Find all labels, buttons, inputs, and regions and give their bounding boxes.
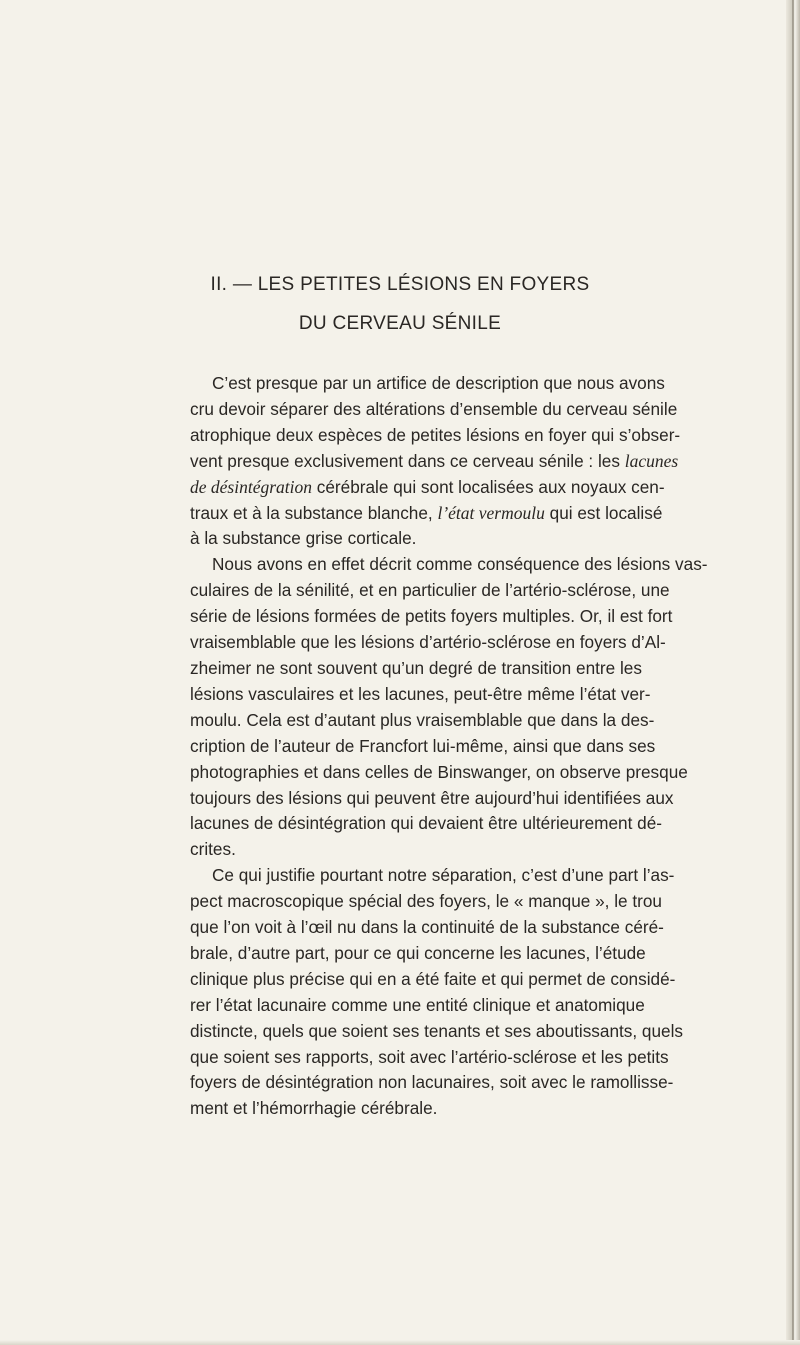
text-line: moulu. Cela est d’autant plus vraisemblable que dans la des- [190, 709, 655, 730]
text-line: crites. [190, 839, 236, 860]
text-line: cru devoir séparer des altérations d’ensemble du cerveau sénile [190, 398, 678, 419]
text-segment: vent presque exclusivement dans ce cerveau sénile : les [190, 450, 625, 471]
text-line: lésions vasculaires et les lacunes, peut-être même l’état ver- [190, 683, 651, 704]
text-line: photographies et dans celles de Binswanger, on observe presque [190, 761, 688, 782]
text-line: distincte, quels que soient ses tenants et ses aboutissants, quels [190, 1020, 684, 1041]
text-segment: traux et à la substance blanche, [190, 502, 438, 523]
text-segment: qui est localisé [544, 502, 663, 523]
text-line: C’est presque par un artifice de description que nous avons [212, 373, 665, 393]
text-line: rer l’état lacunaire comme une entité clinique et anatomique [190, 994, 645, 1015]
text-line: culaires de la sénilité, et en particulier de l’artério-sclérose, une [190, 580, 670, 601]
text-segment: cérébrale qui sont localisées aux noyaux cen- [316, 476, 665, 497]
italic-term-lacunes: lacunes [624, 450, 679, 471]
page-bottom-edge [0, 1340, 800, 1345]
body-text [168, 371, 708, 1122]
paragraph-1 [168, 371, 681, 552]
text-line [168, 501, 663, 527]
text-line: Ce qui justifie pourtant notre séparation, c’est d’une part l’as- [212, 865, 675, 886]
text-line: clinique plus précise qui en a été faite et qui permet de considé- [190, 968, 676, 989]
text-line: foyers de désintégration non lacunaires, soit avec le ramollisse- [190, 1072, 674, 1093]
text-line: atrophique deux espèces de petites lésions en foyer qui s’obser- [190, 424, 681, 445]
text-line: Nous avons en effet décrit comme conséquence des lésions vas- [212, 554, 708, 575]
page-edge-line [792, 0, 794, 1345]
section-title-line-2: DU CERVEAU SÉNILE [298, 313, 502, 334]
text-line: que l’on voit à l’œil nu dans la continuité de la substance céré- [190, 917, 664, 938]
paragraph-3 [168, 863, 684, 1122]
text-line: ment et l’hémorrhagie cérébrale. [190, 1098, 438, 1119]
text-line: cription de l’auteur de Francfort lui-même, ainsi que dans ses [190, 735, 656, 756]
section-title-line-1: II. — LES PETITES LÉSIONS EN FOYERS [210, 274, 590, 295]
text-line: toujours des lésions qui peuvent être aujourd’hui identifiées aux [190, 787, 674, 808]
text-line [168, 475, 665, 501]
text-line: lacunes de désintégration qui devaient être ultérieurement dé- [190, 813, 663, 834]
text-line: vraisemblable que les lésions d’artério-sclérose en foyers d’Al- [190, 632, 666, 653]
text-line: que soient ses rapports, soit avec l’artério-sclérose et les petits [190, 1046, 669, 1067]
text-line: zheimer ne sont souvent qu’un degré de transition entre les [190, 657, 642, 678]
italic-term-desintegration: de désintégration [190, 476, 312, 497]
italic-term-etat-vermoulu: l’état vermoulu [437, 502, 545, 523]
paragraph-2 [168, 552, 708, 863]
text-line [168, 449, 679, 475]
text-line: à la substance grise corticale. [190, 528, 417, 549]
text-line: pect macroscopique spécial des foyers, le « manque », le trou [190, 891, 662, 912]
text-line: série de lésions formées de petits foyers multiples. Or, il est fort [190, 606, 673, 627]
text-line: brale, d’autre part, pour ce qui concerne les lacunes, l’étude [190, 942, 646, 963]
